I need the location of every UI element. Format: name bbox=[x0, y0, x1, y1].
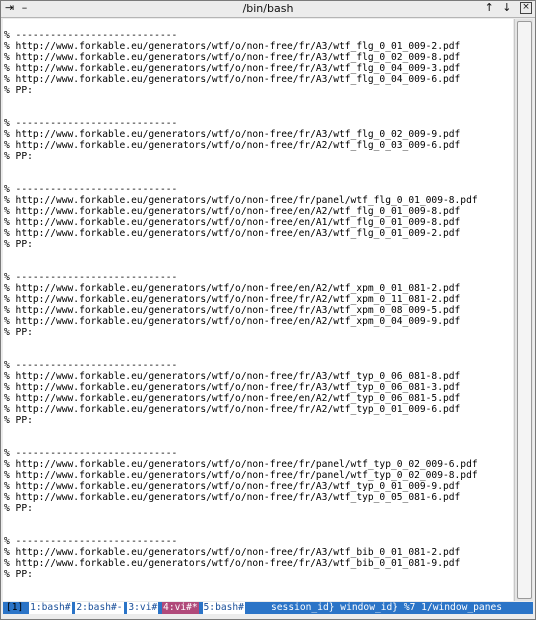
terminal-line: % http://www.forkable.eu/generators/wtf/o/non-free/fr/A3/wtf_flg_0_04_009-3.pdf bbox=[4, 63, 461, 74]
vertical-scrollbar[interactable] bbox=[514, 19, 533, 601]
terminal-line: % http://www.forkable.eu/generators/wtf/o/non-free/fr/A3/wtf_typ_0_05_081-6.pdf bbox=[4, 492, 461, 503]
terminal-line: % ---------------------------- bbox=[4, 360, 178, 371]
terminal-line: % http://www.forkable.eu/generators/wtf/o/non-free/fr/panel/wtf_typ_0_02_009-8.pdf bbox=[4, 470, 478, 481]
terminal-line: % http://www.forkable.eu/generators/wtf/o/non-free/fr/A3/wtf_typ_0_06_081-3.pdf bbox=[4, 382, 461, 393]
terminal-line bbox=[4, 514, 478, 525]
terminal-line: % http://www.forkable.eu/generators/wtf/o/non-free/fr/A3/wtf_flg_0_02_009-9.pdf bbox=[4, 129, 461, 140]
terminal-line: % ---------------------------- bbox=[4, 272, 178, 283]
terminal-line: % http://www.forkable.eu/generators/wtf/o/non-free/fr/A2/wtf_xpm_0_11_081-2.pdf bbox=[4, 294, 461, 305]
tmux-window-tab[interactable]: 5:bash# bbox=[203, 602, 244, 613]
terminal-line: % PP: bbox=[4, 239, 33, 250]
terminal-line bbox=[4, 261, 478, 272]
terminal-line: % ---------------------------- bbox=[4, 184, 178, 195]
terminal-line bbox=[4, 349, 478, 360]
terminal-line: % http://www.forkable.eu/generators/wtf/o/non-free/en/A2/wtf_flg_0_01_009-8.pdf bbox=[4, 206, 461, 217]
terminal-line bbox=[4, 426, 478, 437]
terminal-line: % ---------------------------- bbox=[4, 118, 178, 129]
terminal-line: % PP: bbox=[4, 415, 33, 426]
terminal-line: % http://www.forkable.eu/generators/wtf/o/non-free/fr/A3/wtf_flg_0_01_009-2.pdf bbox=[4, 41, 461, 52]
terminal-line: % ---------------------------- bbox=[4, 30, 178, 41]
terminal-line bbox=[4, 437, 478, 448]
scrollbar-thumb[interactable] bbox=[517, 21, 532, 599]
terminal-line bbox=[4, 173, 478, 184]
terminal-line: % PP: bbox=[4, 503, 33, 514]
shade-up-icon[interactable]: ↑ bbox=[484, 1, 494, 14]
terminal-line: % http://www.forkable.eu/generators/wtf/o/non-free/fr/panel/wtf_typ_0_02_009-6.pdf bbox=[4, 459, 478, 470]
terminal-line bbox=[4, 96, 478, 107]
terminal-line: % http://www.forkable.eu/generators/wtf/o/non-free/fr/A3/wtf_bib_0_01_081-9.pdf bbox=[4, 558, 461, 569]
tmux-window-tab[interactable]: 4:vi#* bbox=[163, 602, 198, 613]
minimize-icon[interactable]: – bbox=[21, 1, 28, 14]
terminal-content[interactable] bbox=[3, 19, 513, 601]
terminal-line: % http://www.forkable.eu/generators/wtf/o/non-free/en/A3/wtf_flg_0_01_009-2.pdf bbox=[4, 228, 461, 239]
terminal-line bbox=[4, 162, 478, 173]
session-indicator[interactable]: [1] bbox=[6, 602, 24, 613]
terminal-line: % http://www.forkable.eu/generators/wtf/o/non-free/fr/A3/wtf_typ_0_01_009-9.pdf bbox=[4, 481, 461, 492]
tmux-status-bar bbox=[3, 602, 533, 614]
tmux-window-tab[interactable]: 3:vi# bbox=[128, 602, 158, 613]
terminal-line: % PP: bbox=[4, 327, 33, 338]
terminal-line bbox=[4, 250, 478, 261]
close-icon[interactable]: × bbox=[520, 2, 532, 14]
tmux-window-tab[interactable]: 1:bash# bbox=[30, 602, 71, 613]
terminal-line bbox=[4, 525, 478, 536]
terminal-line: % http://www.forkable.eu/generators/wtf/o/non-free/fr/A3/wtf_bib_0_01_081-2.pdf bbox=[4, 547, 461, 558]
vim-ruler bbox=[3, 591, 513, 601]
terminal-line: % PP: bbox=[4, 151, 33, 162]
terminal-line: % http://www.forkable.eu/generators/wtf/o/non-free/fr/A3/wtf_flg_0_02_009-8.pdf bbox=[4, 52, 461, 63]
tmux-window-tab[interactable]: 2:bash#- bbox=[76, 602, 123, 613]
terminal-line: % http://www.forkable.eu/generators/wtf/o/non-free/fr/A3/wtf_typ_0_06_081-8.pdf bbox=[4, 371, 461, 382]
terminal-line: % http://www.forkable.eu/generators/wtf/o/non-free/en/A1/wtf_flg_0_01_009-8.pdf bbox=[4, 217, 461, 228]
title-bar[interactable] bbox=[1, 1, 535, 18]
terminal-line: % http://www.forkable.eu/generators/wtf/o/non-free/en/A2/wtf_typ_0_06_081-5.pdf bbox=[4, 393, 461, 404]
terminal-line: % http://www.forkable.eu/generators/wtf/o/non-free/fr/A3/wtf_flg_0_04_009-6.pdf bbox=[4, 74, 461, 85]
terminal-line: % http://www.forkable.eu/generators/wtf/o/non-free/fr/A2/wtf_typ_0_01_009-6.pdf bbox=[4, 404, 461, 415]
shade-down-icon[interactable]: ↓ bbox=[502, 1, 512, 14]
terminal-line: % http://www.forkable.eu/generators/wtf/o/non-free/fr/A2/wtf_flg_0_03_009-6.pdf bbox=[4, 140, 461, 151]
terminal-line: % ---------------------------- bbox=[4, 448, 178, 459]
window-title: /bin/bash bbox=[242, 2, 294, 15]
terminal-line bbox=[4, 338, 478, 349]
status-right-text: session_id} window_id} %7 1/window_panes bbox=[271, 602, 503, 613]
pin-icon[interactable]: ⇥ bbox=[5, 1, 15, 14]
terminal-line: % PP: bbox=[4, 85, 33, 96]
terminal-line: % http://www.forkable.eu/generators/wtf/o/non-free/en/A2/wtf_xpm_0_01_081-2.pdf bbox=[4, 283, 461, 294]
title-bar-right-controls bbox=[480, 1, 532, 14]
terminal-line: % ---------------------------- bbox=[4, 536, 178, 547]
terminal-lines bbox=[4, 30, 478, 580]
terminal-line bbox=[4, 107, 478, 118]
terminal-line: % http://www.forkable.eu/generators/wtf/o/non-free/fr/A3/wtf_xpm_0_08_009-5.pdf bbox=[4, 305, 461, 316]
terminal-line: % PP: bbox=[4, 569, 33, 580]
terminal-line: % http://www.forkable.eu/generators/wtf/o/non-free/en/A2/wtf_xpm_0_04_009-9.pdf bbox=[4, 316, 461, 327]
terminal-line: % http://www.forkable.eu/generators/wtf/o/non-free/fr/panel/wtf_flg_0_01_009-8.pdf bbox=[4, 195, 478, 206]
